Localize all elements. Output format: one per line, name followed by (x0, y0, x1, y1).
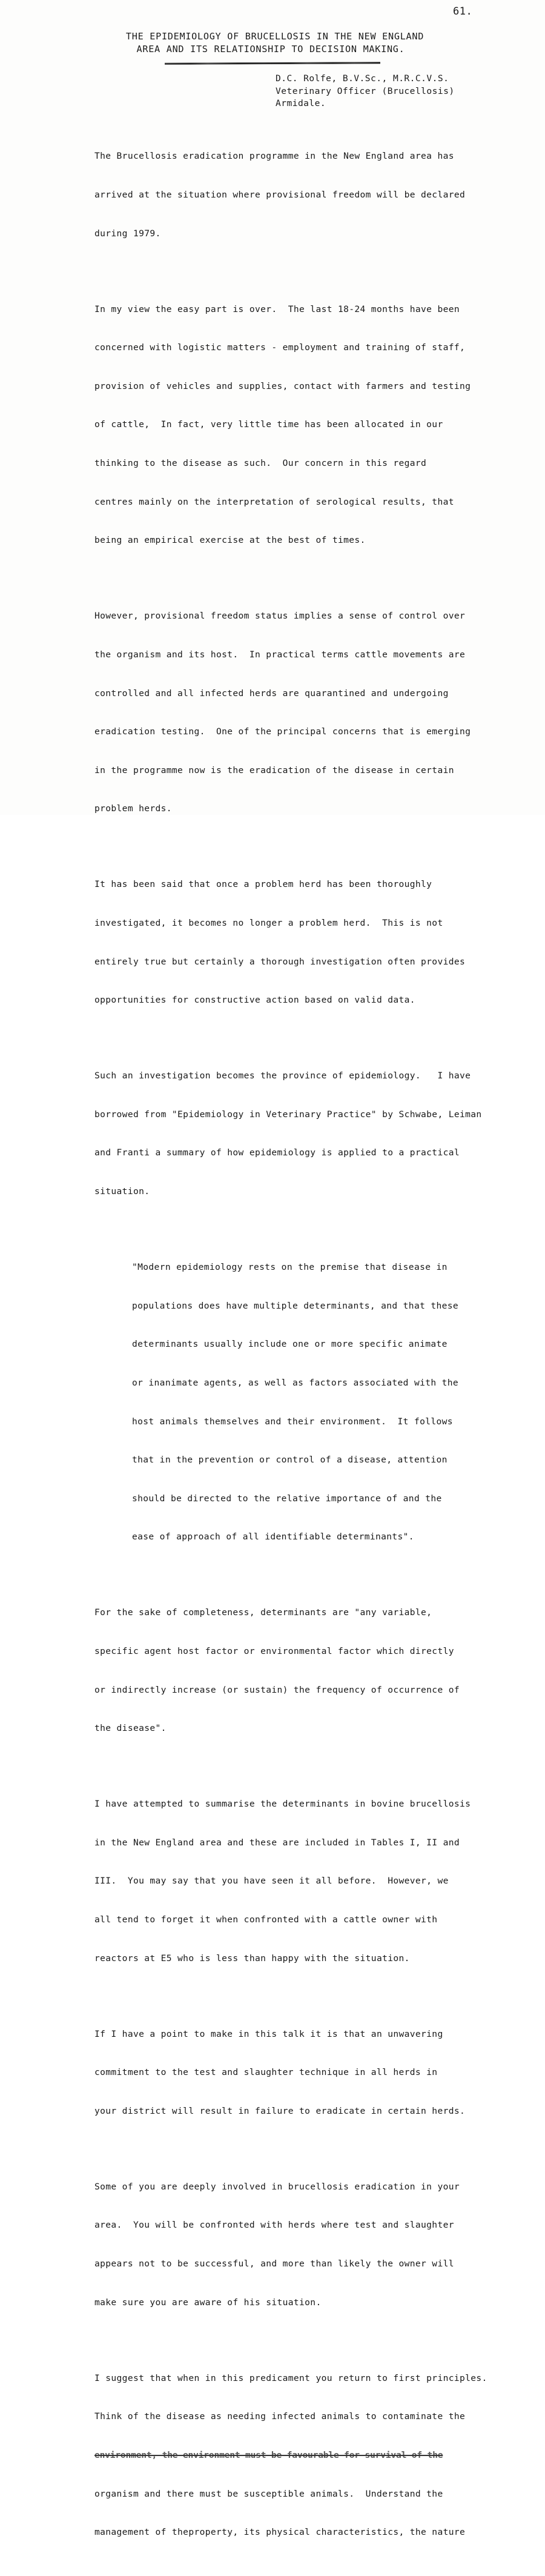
text-line: controlled and all infected herds are quarantined and undergoing (94, 688, 449, 699)
text-line: all tend to forget it when confronted with a cattle owner with (94, 1914, 438, 1925)
text-line: and Franti a summary of how epidemiology is applied to a practical (94, 1147, 460, 1158)
text-line: being an empirical exercise at the best of times. (94, 535, 366, 546)
text-line: problem herds. (94, 803, 172, 814)
text-line: in the New England area and these are included in Tables I, II and (94, 1837, 460, 1848)
text-line: in the programme now is the eradication of the disease in certain (94, 765, 454, 775)
block-quotation (132, 1235, 537, 1569)
text-line: borrowed from "Epidemiology in Veterinary Practice" by Schwabe, Leiman (94, 1109, 482, 1120)
text-line: In my view the easy part is over. The last 18-24 months have been (94, 304, 460, 314)
text-line: It has been said that once a problem herd has been thoroughly (94, 879, 432, 890)
text-line: I have attempted to summarise the determinants in bovine brucellosis (94, 1799, 471, 1810)
text-line: or indirectly increase (or sustain) the frequency of occurrence of (94, 1684, 460, 1695)
text-line: of cattle, In fact, very little time has been allocated in our (94, 419, 443, 430)
title-divider-rule (165, 62, 380, 65)
text-line: centres mainly on the interpretation of serological results, that (94, 496, 454, 507)
text-line: the disease". (94, 1723, 167, 1734)
text-line: opportunities for constructive action based on valid data. (94, 995, 415, 1006)
text-line: reactors at E5 who is less than happy with the situation. (94, 1953, 410, 1964)
text-line: I suggest that when in this predicament you return to first principles. (94, 2372, 487, 2383)
paragraph-7 (94, 1772, 537, 1990)
document-title (0, 30, 545, 56)
paragraph-10 (94, 2346, 537, 2564)
text-line: Such an investigation becomes the province of epidemiology. I have (94, 1071, 471, 1081)
text-line: The Brucellosis eradication programme in the New England area has (94, 151, 454, 162)
author-position: Veterinary Officer (Brucellosis) (276, 85, 455, 96)
text-line: area. You will be confronted with herds where test and slaughter (94, 2220, 454, 2231)
text-line: arrived at the situation where provisional freedom will be declared (94, 190, 466, 201)
document-body (94, 124, 537, 2576)
text-line: management of theproperty, its physical characteristics, the nature (94, 2527, 466, 2538)
text-line: specific agent host factor or environmental factor which directly (94, 1645, 454, 1656)
text-line: that in the prevention or control of a disease, attention (132, 1455, 448, 1466)
paragraph-5 (94, 1044, 537, 1224)
author-name: D.C. Rolfe, B.V.Sc., M.R.C.V.S. (276, 73, 449, 84)
text-line: provision of vehicles and supplies, contact with farmers and testing (94, 380, 471, 391)
paragraph-6 (94, 1581, 537, 1761)
text-line: entirely true but certainly a thorough investigation often provides (94, 956, 466, 967)
paragraph-8 (94, 2002, 537, 2143)
paragraph-4 (94, 852, 537, 1032)
text-line: your district will result in failure to eradicate in certain herds. (94, 2105, 466, 2116)
text-line: investigated, it becomes no longer a problem herd. This is not (94, 917, 443, 928)
text-line: host animals themselves and their environment. It follows (132, 1416, 453, 1427)
text-line: concerned with logistic matters - employment and training of staff, (94, 342, 466, 353)
title-line-2: AREA AND ITS RELATIONSHIP TO DECISION MAKING. (136, 44, 405, 55)
paragraph-9 (94, 2154, 537, 2334)
paragraph-3 (94, 584, 537, 841)
text-line: Think of the disease as needing infected animals to contaminate the (94, 2411, 466, 2422)
text-line: determinants usually include one or more specific animate (132, 1339, 448, 1350)
text-line: the organism and its host. In practical terms cattle movements are (94, 649, 466, 660)
text-line: commitment to the test and slaughter technique in all herds in (94, 2067, 438, 2078)
text-line: Some of you are deeply involved in brucellosis eradication in your (94, 2181, 460, 2192)
text-line: However, provisional freedom status implies a sense of control over (94, 611, 466, 622)
text-line: situation. (94, 1186, 150, 1197)
text-line: make sure you are aware of his situation. (94, 2297, 322, 2308)
paragraph-1 (94, 124, 537, 265)
text-line: populations does have multiple determinants, and that these (132, 1300, 459, 1311)
text-line: organism and there must be susceptible animals. Understand the (94, 2488, 443, 2499)
text-line: III. You may say that you have seen it all before. However, we (94, 1876, 449, 1887)
text-line: For the sake of completeness, determinants are "any variable, (94, 1607, 432, 1618)
text-line: during 1979. (94, 228, 161, 239)
text-line: should be directed to the relative importance of and the (132, 1493, 442, 1504)
text-line: appears not to be successful, and more than likely the owner will (94, 2259, 454, 2269)
author-block (276, 73, 455, 110)
text-line-struck-through: environment, the environment must be favourable for survival of the (94, 2449, 443, 2460)
text-line: thinking to the disease as such. Our concern in this regard (94, 458, 427, 469)
paragraph-2 (94, 277, 537, 573)
author-location: Armidale. (276, 98, 326, 108)
text-line: ease of approach of all identifiable determinants". (132, 1532, 414, 1542)
page-number: 61. (453, 5, 473, 18)
text-line: If I have a point to make in this talk it is that an unwavering (94, 2028, 443, 2039)
text-line: or inanimate agents, as well as factors associated with the (132, 1377, 459, 1388)
text-line: eradication testing. One of the principal concerns that is emerging (94, 726, 471, 737)
text-line: "Modern epidemiology rests on the premise that disease in (132, 1262, 448, 1273)
title-line-1: THE EPIDEMIOLOGY OF BRUCELLOSIS IN THE NEW ENGLAND (125, 31, 424, 42)
